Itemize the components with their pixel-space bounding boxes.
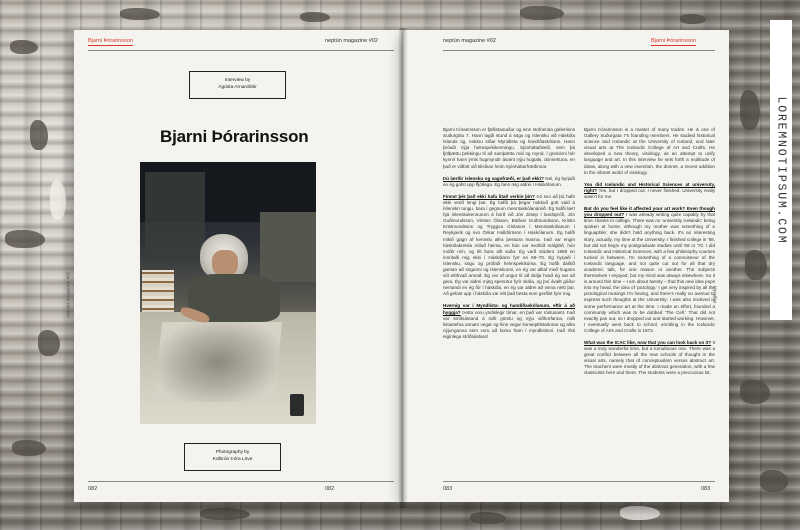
paint-flake bbox=[120, 8, 160, 20]
interview-credit-box bbox=[189, 71, 286, 99]
page-number: 083 bbox=[701, 486, 711, 492]
section-label: Myndlist bbox=[711, 285, 717, 304]
answer: Yes, but I dropped out, I never finished. University really wasn't for me. bbox=[584, 187, 715, 199]
article-name-tag: Bjarni Þórarinsson bbox=[88, 38, 133, 44]
header-rule bbox=[443, 50, 715, 51]
paint-flake bbox=[300, 12, 330, 22]
answer: It was a truly wonderful time, but a tumultuous one. There was a great conflict between all the new schools of thought in the visual arts, namely that of conceptualism versus abstract art. The teachers were mostly of the abstract generation, with a few classicists here and there. The students were a precocious lot, bbox=[584, 340, 715, 376]
question: Finnst þér það ekki hafa litað verkin þín? bbox=[443, 193, 535, 199]
header-rule bbox=[88, 50, 394, 51]
interview-author: Ágústa Arnardóttir bbox=[218, 85, 257, 90]
answer: Nei, ég byrjaði en ég gafst upp fljótlega. Ég fann mig aldrei í Háskólanum. bbox=[443, 175, 575, 187]
magazine-right-page bbox=[403, 30, 729, 502]
paint-flake bbox=[740, 90, 760, 130]
paint-flake bbox=[10, 40, 38, 54]
answer: Þó svo að þú hafir ekki verið lengi þar. Ég hafði þá þegar nokkuð gott vald á íslenskri tungu, bara í gegnum menntaskólanámið. Ég hafði lært hjá íslenskukennurum á borð við Jón Jósep í landsprófi, Jón Guðmundsson, Vésten Ólason, Böðvar Guðmundsson, Kristin Kristmundsson og Tryggva Gíslason í Menntaskólanum í Reykjavík og svo Óskar Halldórsson í Háskólanum. Ég hafði mikið gagn af kennslu allra þessara manna. Það var engin háskólakreisla nóluð heima, en hún var svolítið málglöð, hún móðir mín, og lét bara allt vaða. Ég varð stúdent 1968 en innritaði mig ekki í Háskólann fyrr en 69–70. Ég byrjaði í íslensku, sögu og prófaði heimspekikúrsa. Ég hafði dálítið gaman að sögunni og íslenskunni, en ég var alltaf með hugann við eitthvað annað. Ég var of ungur til að skilja hvað ég var að gera. Ég var aldrei mjög spenntur fyrir skóla, og því ávallt góður nemandi en ég fór í háskóla, en ég var aldrei að vinna neitt þar. Að gefast upp í háskóla var eitt það besta sem gerðist fyrir mig. bbox=[443, 193, 575, 297]
side-label: neptún magazine #02 bbox=[66, 271, 72, 318]
question: You did Icelandic and Historical Sciences at university, right? bbox=[584, 181, 715, 193]
photo-credit-label: Photography by bbox=[215, 450, 250, 456]
photo-credit-name: Kolbrún Þóra Löve bbox=[212, 457, 253, 462]
paint-flake bbox=[760, 470, 788, 492]
paint-flake bbox=[5, 230, 45, 248]
question: Þú lærðir íslensku og sagnfræði, er það ekki? bbox=[443, 175, 544, 181]
paint-flake bbox=[470, 512, 506, 524]
answer: I was already writing quite capably by that time, thanks to college. There was no 'university Icelandic' being spoken at home, although my mother was something of a linguaphile; she didn't hold anything back. It's an interesting story, actually, my time at the University. I finished college in '68, but did not begin my postgraduate studies until '69 or '70. I did Icelandic and Historical Sciences, with a few philosophy courses tucked in between. I'm something of a connoisseur of the Icelandic language, and not quite cut out for all that dry academic talk, for one reason or another. The subjects themselves I enjoyed, but my mind was always elsewhere. So it is around this time – I am about twenty – that this new idea pops into my head, the idea of 'pictology.' I get very inspired by all the pictological musings I'm having, and there's really no avenue to express such thoughts at the University; I was also involved in some performance art at the time. I made an effort, founded a community which was to be dubbed 'The Cell.' That did not exactly pan out, so I dropped out and started working. However, I eventually went back to school, enrolling in the Icelandic College of Arts and Crafts in 1973. bbox=[584, 212, 715, 333]
watermark-text: LOREMNOTIPSUM.COM bbox=[774, 96, 788, 244]
paint-flake bbox=[520, 6, 564, 20]
paint-flake bbox=[50, 180, 66, 220]
icelandic-text-column bbox=[443, 127, 575, 473]
running-head: neptún magazine #02 bbox=[325, 38, 378, 44]
magazine-left-page bbox=[66, 30, 404, 502]
paint-flake bbox=[38, 330, 60, 356]
paint-flake bbox=[30, 120, 48, 150]
footer-rule bbox=[88, 481, 394, 482]
paint-flake bbox=[745, 250, 767, 280]
page-number: 082 bbox=[325, 486, 335, 492]
intro-paragraph: Bjarni Þórarinsson er fjöllistamaður og einn stofnenda gallerísins Suðurgötu 7. Hann lagði stund á sögu og íslensku við Háskóla Íslands og, nokkru síðar Myndlista og handíðaskólann. Hann þróaði nýja heimspekikenningu, Sjónháttafræði, sem þá fjölþættu þekkingu til að samþætta mál og mynd. Í greininni hér kynnir hann ýmis hugmyndir ásamt nýju hugtaki, donnettuna, en það er viðbót við klisíkan heim Sjónháttarfræðinnar. bbox=[443, 127, 575, 169]
page-number: 082 bbox=[88, 486, 98, 492]
paint-flake bbox=[620, 506, 660, 520]
question: Hvernig var í Myndlista- og handíðaskólanum, eftir á að hyggja? bbox=[443, 303, 575, 315]
question: But do you feel like it affected your art work? Even though you dropped out? bbox=[584, 206, 715, 218]
interview-label: Interview by bbox=[224, 78, 251, 84]
watermark-banner bbox=[770, 20, 792, 320]
english-text-column bbox=[584, 127, 715, 473]
photo-credit-box bbox=[184, 443, 281, 471]
question: What was the ICAC like, now that you can look back on it? bbox=[584, 340, 712, 345]
paint-flake bbox=[200, 508, 250, 520]
paint-flake bbox=[740, 380, 770, 404]
answer: Þetta voru yndislegir tímar, en það var róstusamt. Það var stríðsástand á milli gömlu og nýju viðhorfanna, milli listastefna annars vegar og hins vegar konseptlistarinnar og allra nýjunganna sem voru að koma fram í myndlistinni. Það ríkti eiginlega stríðsástand bbox=[443, 309, 575, 339]
running-head: neptún magazine #02 bbox=[443, 38, 496, 44]
artist-photo bbox=[140, 162, 316, 424]
paint-flake bbox=[12, 440, 46, 456]
book-spine bbox=[398, 28, 408, 508]
article-title: Bjarni Þórarinsson bbox=[160, 127, 309, 146]
page-number: 083 bbox=[443, 486, 453, 492]
article-name-tag: Bjarni Þórarinsson bbox=[651, 38, 696, 44]
footer-rule bbox=[443, 481, 715, 482]
intro-paragraph: Bjarni Þórarinsson is a master of many trades. He is one of Gallery Suðurgata 7's founding members. He studied historical science and Icelandic at the University of Iceland, and later visual arts at The Icelandic College of Art and Crafts. He developed a new theory, visiology, as an attempt to unify language and art. In this interview he sets forth a multitude of ideas, along with a new invention, the donnet, a recent addition to the vibrant world of visiology. bbox=[584, 127, 715, 175]
paint-flake bbox=[680, 14, 706, 24]
